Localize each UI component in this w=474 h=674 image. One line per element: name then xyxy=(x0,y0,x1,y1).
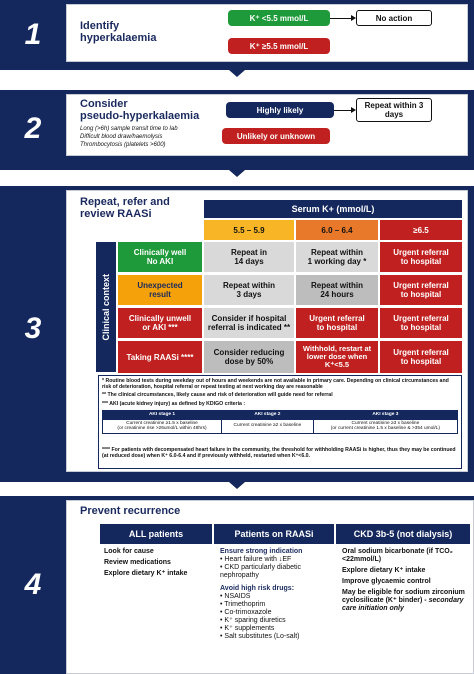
col-raasi-list xyxy=(220,548,332,641)
range-3: ≥6.5 xyxy=(380,220,462,240)
step1-title: Identify hyperkalaemia xyxy=(80,20,157,44)
aki-cell-2: Current creatinine ≥2 x baseline xyxy=(222,419,314,433)
avoid-list xyxy=(220,593,332,641)
cell-r2-c3: Urgent referral to hospital xyxy=(380,275,462,305)
aki-header-row xyxy=(103,411,458,420)
cell-r4-c2: Withhold, restart at lower dose when K⁺<5.5 xyxy=(296,341,378,373)
cell-r4-c3: Urgent referral to hospital xyxy=(380,341,462,373)
aki-cell-3: Current creatinine ≥3 x baseline (or current creatinine 1.5 x baseline & >354 umol/L) xyxy=(313,419,457,433)
cell-r2-c2: Repeat within 24 hours xyxy=(296,275,378,305)
row-clinically-unwell: Clinically unwell or AKI *** xyxy=(118,308,202,338)
col-raasi-header: Patients on RAASi xyxy=(214,524,334,544)
clinical-context-bar xyxy=(96,242,116,372)
col-all-header: ALL patients xyxy=(100,524,212,544)
arrow-line-2 xyxy=(334,110,352,111)
aki-value-row xyxy=(103,419,458,433)
cell-r4-c1: Consider reducing dose by 50% xyxy=(204,341,294,373)
flow-arrow-3 xyxy=(229,482,245,489)
note-1: * Routine blood tests during weekday out of hours and weekends are not available in primary care. Depending on clinical circumstances and risk of deterioration, hospital referral or repeat testing at next working day are reasonable xyxy=(102,378,449,391)
avoid-item-5: • K⁺ supplements xyxy=(220,625,332,633)
aki-stage-1: AKI stage 1 xyxy=(103,411,222,420)
step4-number: 4 xyxy=(24,568,42,601)
ckd-item-4 xyxy=(342,589,470,613)
col-ckd-header: CKD 3b-5 (not dialysis) xyxy=(336,524,470,544)
row-unexpected: Unexpected result xyxy=(118,275,202,305)
k-high-box: K⁺ ≥5.5 mmol/L xyxy=(228,38,330,54)
col-ckd-list xyxy=(342,548,470,613)
aki-table xyxy=(102,410,458,434)
serum-header: Serum K+ (mmol/L) xyxy=(204,200,462,218)
all-item-2: Review medications xyxy=(104,559,171,566)
avoid-item-3: • Co-trimoxazole xyxy=(220,609,332,617)
cell-r3-c1: Consider if hospital referral is indicated ** xyxy=(204,308,294,338)
note-3: *** AKI (acute kidney injury) as defined by KDIGO criteria : xyxy=(102,401,246,407)
step2-number: 2 xyxy=(24,112,42,145)
flow-arrow-2 xyxy=(229,170,245,177)
repeat-3-days-box: Repeat within 3 days xyxy=(356,98,432,122)
aki-cell-1: Current creatinine ≥1.5 x baseline (or creatinine rise >26umol/L within 48hrs) xyxy=(103,419,222,433)
cell-r2-c1: Repeat within 3 days xyxy=(204,275,294,305)
cause-3: Thrombocytosis (platelets >600) xyxy=(80,142,166,148)
cell-r1-c3: Urgent referral to hospital xyxy=(380,242,462,272)
all-item-3: Explore dietary K⁺ intake xyxy=(104,570,188,577)
ensure-heading: Ensure strong indication xyxy=(220,548,303,555)
step1-number: 1 xyxy=(24,18,42,51)
all-item-1: Look for cause xyxy=(104,548,154,555)
cause-1: Long (>6h) sample transit time to lab xyxy=(80,126,178,132)
cause-2: Difficult blood draw/haemolysis xyxy=(80,134,163,140)
aki-stage-3: AKI stage 3 xyxy=(313,411,457,420)
flow-arrow-1 xyxy=(229,70,245,77)
step3-title: Repeat, refer and review RAASi xyxy=(80,196,170,220)
avoid-item-1: • NSAIDS xyxy=(220,593,332,601)
arrow-line xyxy=(330,18,352,19)
cell-r3-c2: Urgent referral to hospital xyxy=(296,308,378,338)
col-all-list xyxy=(104,548,210,578)
avoid-item-2: • Trimethoprim xyxy=(220,601,332,609)
highly-likely-box: Highly likely xyxy=(226,102,334,118)
row-taking-raasi: Taking RAASi **** xyxy=(118,341,202,373)
unlikely-box: Unlikely or unknown xyxy=(222,128,330,144)
cell-r1-c1: Repeat in 14 days xyxy=(204,242,294,272)
note-4: **** For patients with decompensated heart failure in the community, the threshold for withholding RAASi is higher, thus they may be continued (at reduced dose) when K⁺ 6.0-6.4 and if previously withheld, restarted when K⁺<6.0. xyxy=(102,447,456,460)
ensure-list xyxy=(220,556,332,580)
avoid-heading: Avoid high risk drugs: xyxy=(220,585,295,592)
no-action-box: No action xyxy=(356,10,432,26)
step3-number: 3 xyxy=(24,312,42,345)
clinical-context-label: Clinical context xyxy=(100,273,111,341)
range-2: 6.0 – 6.4 xyxy=(296,220,378,240)
note-2: ** The clinical circumstances, likely cause and risk of deterioration will guide need for referral xyxy=(102,392,333,398)
ckd-item-3: Improve glycaemic control xyxy=(342,578,431,585)
ckd-item-1: Oral sodium bicarbonate (if TCO₂ <22mmol/L) xyxy=(342,548,453,563)
k-low-box: K⁺ <5.5 mmol/L xyxy=(228,10,330,26)
avoid-item-6: • Salt substitutes (Lo-salt) xyxy=(220,633,332,641)
ensure-item-2: • CKD particularly diabetic nephropathy xyxy=(220,564,332,580)
ckd-item-4-text: May be eligible for sodium zirconium cyclosilicate (K⁺ binder) - xyxy=(342,589,465,604)
ckd-item-4-italic: secondary care initiation only xyxy=(342,597,464,612)
ckd-item-2: Explore dietary K⁺ intake xyxy=(342,567,426,574)
cell-r3-c3: Urgent referral to hospital xyxy=(380,308,462,338)
ensure-item-1: • Heart failure with ↓EF xyxy=(220,556,332,564)
aki-stage-2: AKI stage 2 xyxy=(222,411,314,420)
row-clinically-well: Clinically well No AKI xyxy=(118,242,202,272)
cell-r1-c2: Repeat within 1 working day * xyxy=(296,242,378,272)
step2-title: Consider pseudo-hyperkalaemia xyxy=(80,98,200,122)
avoid-item-4: • K⁺ sparing diuretics xyxy=(220,617,332,625)
range-1: 5.5 – 5.9 xyxy=(204,220,294,240)
step4-title: Prevent recurrence xyxy=(80,505,181,517)
